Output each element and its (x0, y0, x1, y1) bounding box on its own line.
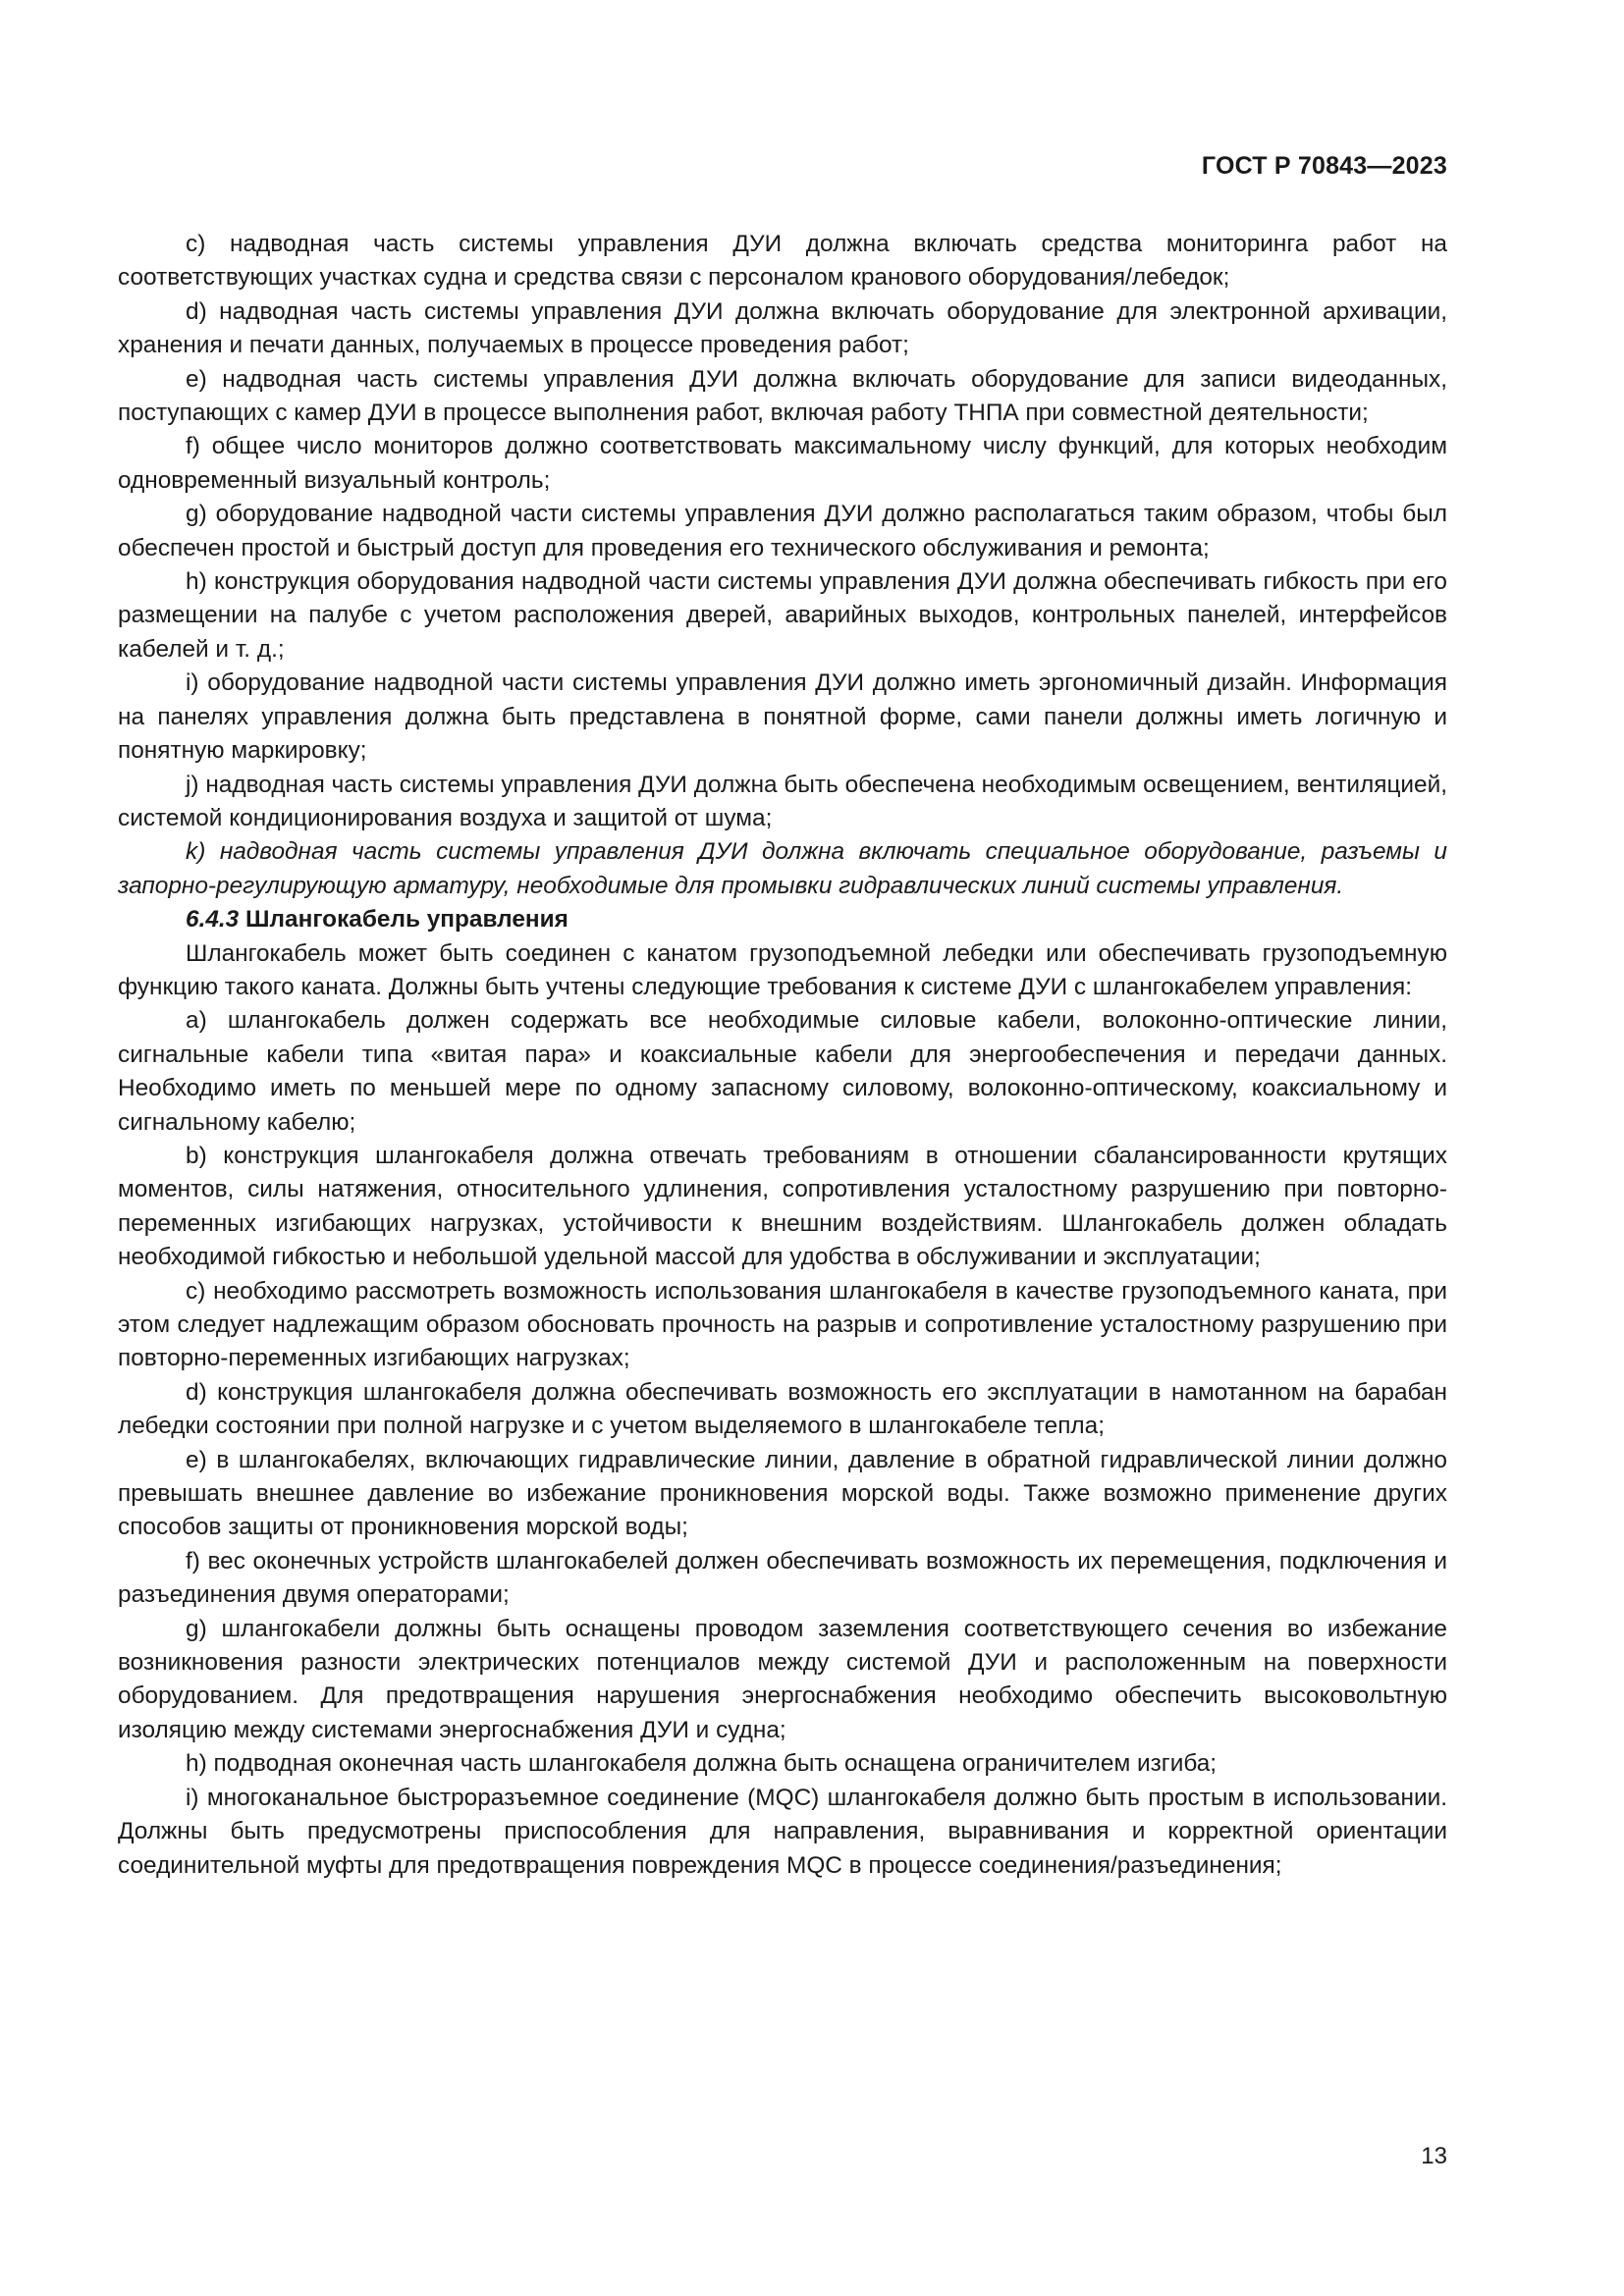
section-intro: Шлангокабель может быть соединен с канатом грузоподъемной лебедки или обеспечивать грузоподъемную функцию такого каната. Должны быть учтены следующие требования к системе ДУИ с шлангокабелем управления: (118, 939, 1447, 1000)
cable-item-a: а) шлангокабель должен содержать все необходимые силовые кабели, волоконно-оптические линии, сигнальные кабели типа «витая пара» и коаксиальные кабели для энергообеспечения и передачи данных. Необходимо иметь по меньшей мере по одному запасному силовому, волоконно-оптическому, коаксиальному и сигнальному кабелю; (118, 1007, 1447, 1136)
cable-item-g: g) шлангокабели должны быть оснащены проводом заземления соответствующего сечения во избежание возникновения разности электрических потенциалов между системой ДУИ и расположенным на поверхности оборудованием. Для предотвращения нарушения энергоснабжения необходимо обеспечить высоковольтную изоляцию между системами энергоснабжения ДУИ и судна; (118, 1615, 1447, 1743)
list-item-f: f) общее число мониторов должно соответствовать максимальному числу функций, для которых необходим одновременный визуальный контроль; (118, 433, 1447, 494)
list-item-d: d) надводная часть системы управления ДУИ должна включать оборудование для электронной архивации, хранения и печати данных, получаемых в процессе проведения работ; (118, 297, 1447, 359)
cable-item-b: b) конструкция шлангокабеля должна отвечать требованиям в отношении сбалансированности крутящих моментов, силы натяжения, относительного удлинения, сопротивления усталостному разрушению при повторно-переменных изгибающих нагрузках, устойчивости к внешним воздействиям. Шлангокабель должен обладать необходимой гибкостью и небольшой удельной массой для удобства в обслуживании и эксплуатации; (118, 1142, 1447, 1271)
page-number: 13 (1421, 2143, 1447, 2169)
cable-item-d: d) конструкция шлангокабеля должна обеспечивать возможность его эксплуатации в намотанном на барабан лебедки состоянии при полной нагрузке и с учетом выделяемого в шлангокабеле тепла; (118, 1378, 1447, 1440)
list-item-h: h) конструкция оборудования надводной части системы управления ДУИ должна обеспечивать гибкость при его размещении на палубе с учетом расположения дверей, аварийных выходов, контрольных панелей, интерфейсов кабелей и т. д.; (118, 568, 1447, 663)
section-heading (118, 903, 1447, 936)
document-body (118, 228, 1447, 1883)
cable-item-h: h) подводная оконечная часть шлангокабеля должна быть оснащена ограничителем изгиба; (186, 1750, 1218, 1778)
cable-item-i: i) многоканальное быстроразъемное соединение (MQC) шлангокабеля должно быть простым в использовании. Должны быть предусмотрены приспособления для направления, выравнивания и корректной ориентации соединительной муфты для предотвращения повреждения MQC в процессе соединения/разъединения; (118, 1784, 1447, 1879)
cable-item-f: f) вес оконечных устройств шлангокабелей должен обеспечивать возможность их перемещения, подключения и разъединения двумя операторами; (118, 1547, 1447, 1609)
cable-item-e: e) в шлангокабелях, включающих гидравлические линии, давление в обратной гидравлической линии должно превышать внешнее давление во избежание проникновения морской воды. Также возможно применение других способов защиты от проникновения морской воды; (118, 1446, 1447, 1541)
list-item-c: c) надводная часть системы управления ДУИ должна включать средства мониторинга работ на соответствующих участках судна и средства связи с персоналом кранового оборудования/лебедок; (118, 231, 1447, 292)
list-item-e: e) надводная часть системы управления ДУИ должна включать оборудование для записи видеоданных, поступающих с камер ДУИ в процессе выполнения работ, включая работу ТНПА при совместной деятельности; (118, 365, 1447, 427)
section-title: Шлангокабель управления (245, 906, 568, 934)
list-item-k: k) надводная часть системы управления ДУИ должна включать специальное оборудование, разъемы и запорно-регулирующую арматуру, необходимые для промывки гидравлических линий системы управления. (118, 838, 1447, 899)
list-item-j: j) надводная часть системы управления ДУИ должна быть обеспечена необходимым освещением, вентиляцией, системой кондиционирования воздуха и защитой от шума; (118, 771, 1447, 831)
document-header: ГОСТ Р 70843—2023 (1201, 152, 1447, 180)
section-number: 6.4.3 (186, 906, 240, 934)
cable-item-c: c) необходимо рассмотреть возможность использования шлангокабеля в качестве грузоподъемного каната, при этом следует надлежащим образом обосновать прочность на разрыв и сопротивление усталостному разрушению при повторно-переменных изгибающих нагрузках; (118, 1277, 1447, 1372)
list-item-g: g) оборудование надводной части системы управления ДУИ должно располагаться таким образом, чтобы был обеспечен простой и быстрый доступ для проведения его технического обслуживания и ремонта; (118, 501, 1447, 561)
list-item-i: i) оборудование надводной части системы управления ДУИ должно иметь эргономичный дизайн. Информация на панелях управления должна быть представлена в понятной форме, сами панели должны иметь логичную и понятную маркировку; (118, 669, 1447, 765)
